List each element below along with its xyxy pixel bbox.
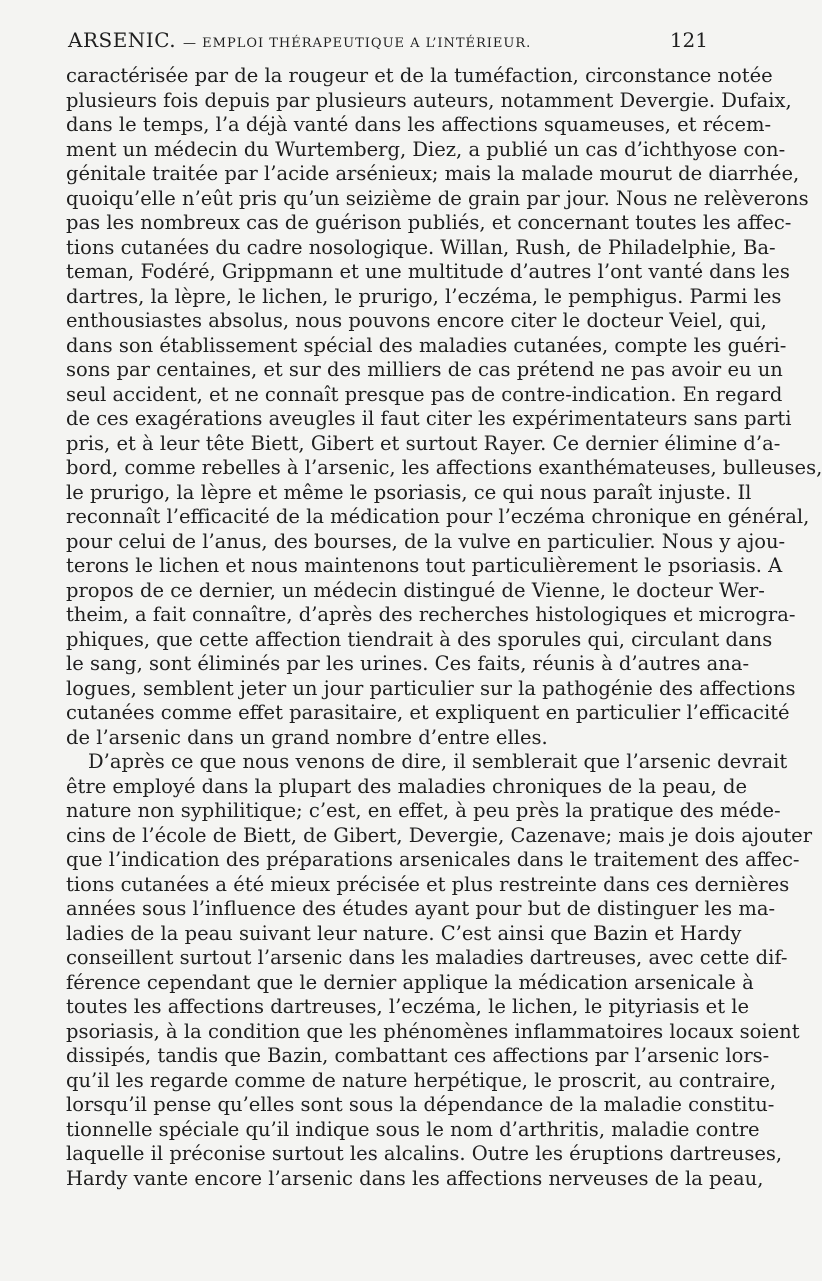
text-line: toutes les affections dartreuses, l’eczéma, le lichen, le pityriasis et le <box>66 995 750 1018</box>
text-line: sons par centaines, et sur des milliers de cas prétend ne pas avoir eu un <box>66 358 783 381</box>
body-text <box>66 64 822 1191</box>
running-title-rest: — EMPLOI THÉRAPEUTIQUE A L’INTÉRIEUR. <box>183 36 532 51</box>
paragraph-1 <box>66 64 822 750</box>
running-title <box>68 28 531 52</box>
text-line: phiques, que cette affection tiendrait à des sporules qui, circulant dans <box>66 627 773 651</box>
text-line: psoriasis, à la condition que les phénomènes inflammatoires locaux soient <box>66 1019 800 1043</box>
text-line: logues, semblent jeter un jour particulier sur la pathogénie des affections <box>66 676 796 700</box>
running-title-main: ARSENIC. <box>68 28 177 52</box>
text-line: bord, comme rebelles à l’arsenic, les affections exanthémateuses, bulleuses, <box>66 456 822 479</box>
text-line: reconnaît l’efficacité de la médication pour l’eczéma chronique en général, <box>66 505 810 528</box>
text-line: que l’indication des préparations arsenicales dans le traitement des affec- <box>66 848 800 871</box>
text-line: tions cutanées a été mieux précisée et plus restreinte dans ces dernières <box>66 872 790 896</box>
text-line: tions cutanées du cadre nosologique. Willan, Rush, de Philadelphie, Ba- <box>66 235 776 259</box>
text-line: de ces exagérations aveugles il faut citer les expérimentateurs sans parti <box>66 407 792 430</box>
text-line: D’après ce que nous venons de dire, il semblerait que l’arsenic devrait <box>88 750 788 773</box>
text-line: tionnelle spéciale qu’il indique sous le nom d’arthritis, maladie contre <box>66 1117 760 1141</box>
paragraph-2 <box>66 750 813 1191</box>
text-line: dartres, la lèpre, le lichen, le prurigo, l’eczéma, le pemphigus. Parmi les <box>66 284 782 308</box>
text-line: ment un médecin du Wurtemberg, Diez, a publié un cas d’ichthyose con- <box>66 137 786 161</box>
text-line: teman, Fodéré, Grippmann et une multitude d’autres l’ont vanté dans les <box>66 260 790 283</box>
text-line: lorsqu’il pense qu’elles sont sous la dépendance de la maladie constitu- <box>66 1093 775 1116</box>
text-line: dans son établissement spécial des maladies cutanées, compte les guéri- <box>66 333 787 357</box>
text-line: pour celui de l’anus, des bourses, de la vulve en particulier. Nous y ajou- <box>66 529 786 553</box>
text-line: pas les nombreux cas de guérison publiés, et concernant toutes les affec- <box>66 211 792 234</box>
text-line: seul accident, et ne connaît presque pas de contre-indication. En regard <box>66 382 783 406</box>
text-line: caractérisée par de la rougeur et de la tuméfaction, circonstance notée <box>66 64 773 87</box>
page-number: 121 <box>669 28 708 52</box>
text-line: theim, a fait connaître, d’après des recherches histologiques et microgra- <box>66 603 796 626</box>
text-line: qu’il les regarde comme de nature herpétique, le proscrit, au contraire, <box>66 1068 777 1092</box>
text-line: pris, et à leur tête Biett, Gibert et surtout Rayer. Ce dernier élimine d’a- <box>66 431 781 455</box>
text-line: plusieurs fois depuis par plusieurs auteurs, notamment Devergie. Dufaix, <box>66 88 792 112</box>
text-line: laquelle il préconise surtout les alcalins. Outre les éruptions dartreuses, <box>66 1142 783 1165</box>
text-line: le prurigo, la lèpre et même le psoriasis, ce qui nous paraît injuste. Il <box>66 480 752 504</box>
text-line: enthousiastes absolus, nous pouvons encore citer le docteur Veiel, qui, <box>66 309 767 332</box>
text-line: conseillent surtout l’arsenic dans les maladies dartreuses, avec cette dif- <box>66 946 788 969</box>
text-line: dissipés, tandis que Bazin, combattant ces affections par l’arsenic lors- <box>66 1044 770 1067</box>
text-line: nature non syphilitique; c’est, en effet, à peu près la pratique des méde- <box>66 799 781 822</box>
text-line: le sang, sont éliminés par les urines. Ces faits, réunis à d’autres ana- <box>66 652 750 675</box>
text-line: être employé dans la plupart des maladies chroniques de la peau, de <box>66 774 748 798</box>
text-line: de l’arsenic dans un grand nombre d’entre elles. <box>66 725 548 749</box>
text-line: cutanées comme effet parasitaire, et expliquent en particulier l’efficacité <box>66 701 790 724</box>
text-line: dans le temps, l’a déjà vanté dans les affections squameuses, et récem- <box>66 113 772 136</box>
text-line: Hardy vante encore l’arsenic dans les affections nerveuses de la peau, <box>66 1166 764 1190</box>
text-line: génitale traitée par l’acide arsénieux; mais la malade mourut de diarrhée, <box>66 162 800 185</box>
text-line: cins de l’école de Biett, de Gibert, Devergie, Cazenave; mais je dois ajouter <box>66 823 813 847</box>
text-line: années sous l’influence des études ayant pour but de distinguer les ma- <box>66 897 776 920</box>
text-line: propos de ce dernier, un médecin distingué de Vienne, le docteur Wer- <box>66 578 765 602</box>
text-line: ladies de la peau suivant leur nature. C’est ainsi que Bazin et Hardy <box>66 921 742 945</box>
text-line: terons le lichen et nous maintenons tout particulièrement le psoriasis. A <box>66 554 783 577</box>
running-header <box>68 28 708 52</box>
text-line: quoiqu’elle n’eût pris qu’un seizième de grain par jour. Nous ne relèverons <box>66 186 809 210</box>
text-line: férence cependant que le dernier applique la médication arsenicale à <box>66 970 754 994</box>
